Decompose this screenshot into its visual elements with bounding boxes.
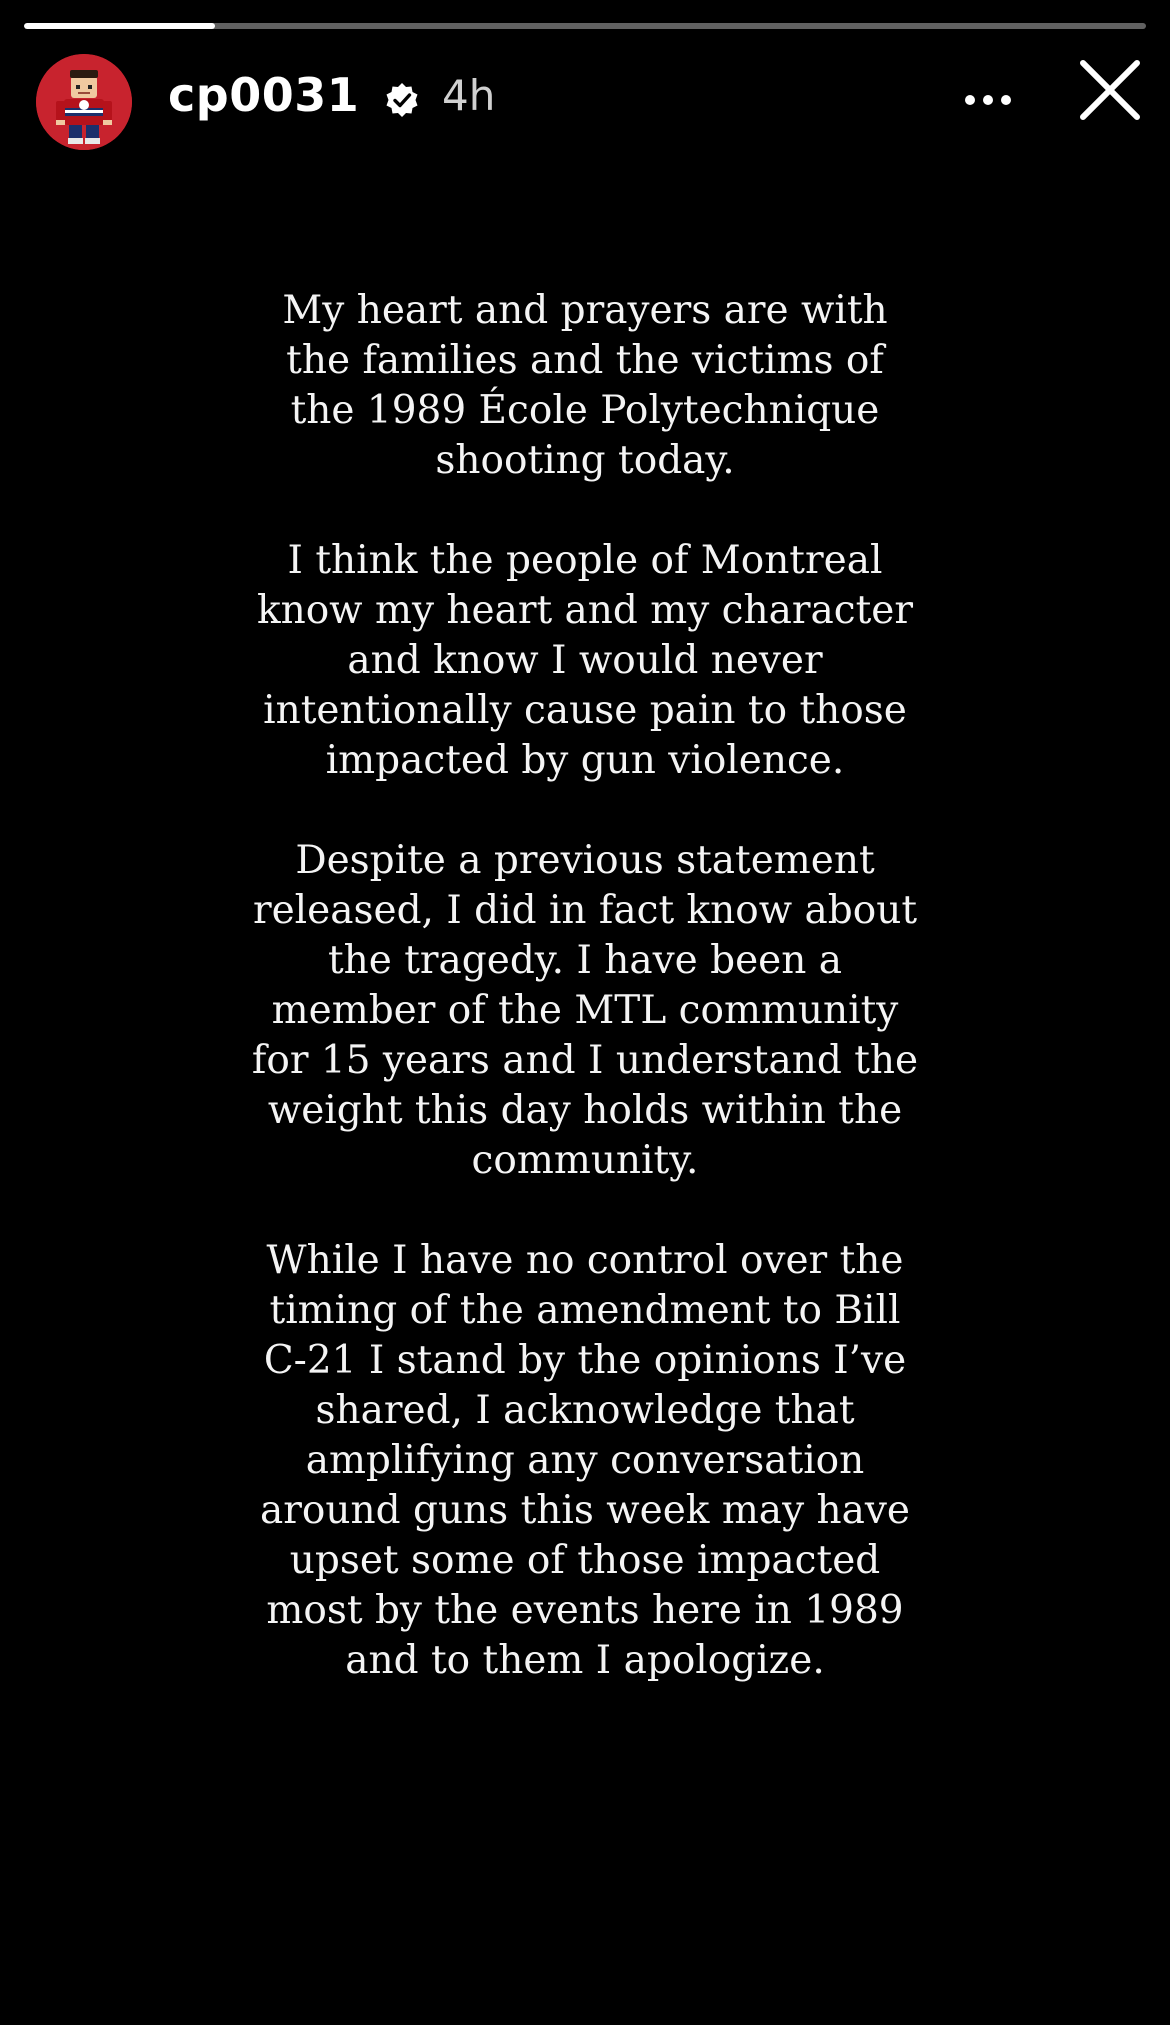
avatar-figure-icon: [36, 54, 132, 150]
username[interactable]: cp0031: [168, 68, 360, 122]
statement-paragraph: Despite a previous statement released, I did in fact know about the tragedy. I have been a member of the MTL community for 15 years and I understand the weight this day holds within the community.: [251, 838, 919, 1183]
statement-paragraph: While I have no control over the timing of the amendment to Bill C-21 I stand by the opinions I’ve shared, I acknowledge that amplifying any conversation around guns this week may have upset some of those impacted most by the events here in 1989 and to them I apologize.: [260, 1238, 910, 1683]
close-icon: [1074, 54, 1146, 126]
more-dots-icon: [964, 94, 1012, 106]
verified-badge-icon: [384, 82, 420, 118]
post-time: 4h: [442, 71, 496, 120]
statement-paragraph: My heart and prayers are with the families and the victims of the 1989 École Polytechnique shooting today.: [282, 288, 888, 483]
story-progress-bar: [24, 23, 1146, 29]
story-text: [250, 286, 920, 1736]
avatar[interactable]: [36, 54, 132, 150]
close-button[interactable]: [1074, 54, 1146, 126]
story-header: [36, 54, 1146, 150]
more-options-button[interactable]: [960, 76, 1016, 124]
story-progress-fill: [24, 23, 215, 29]
statement-paragraph: I think the people of Montreal know my heart and my character and know I would never intentionally cause pain to those impacted by gun violence.: [256, 538, 914, 783]
